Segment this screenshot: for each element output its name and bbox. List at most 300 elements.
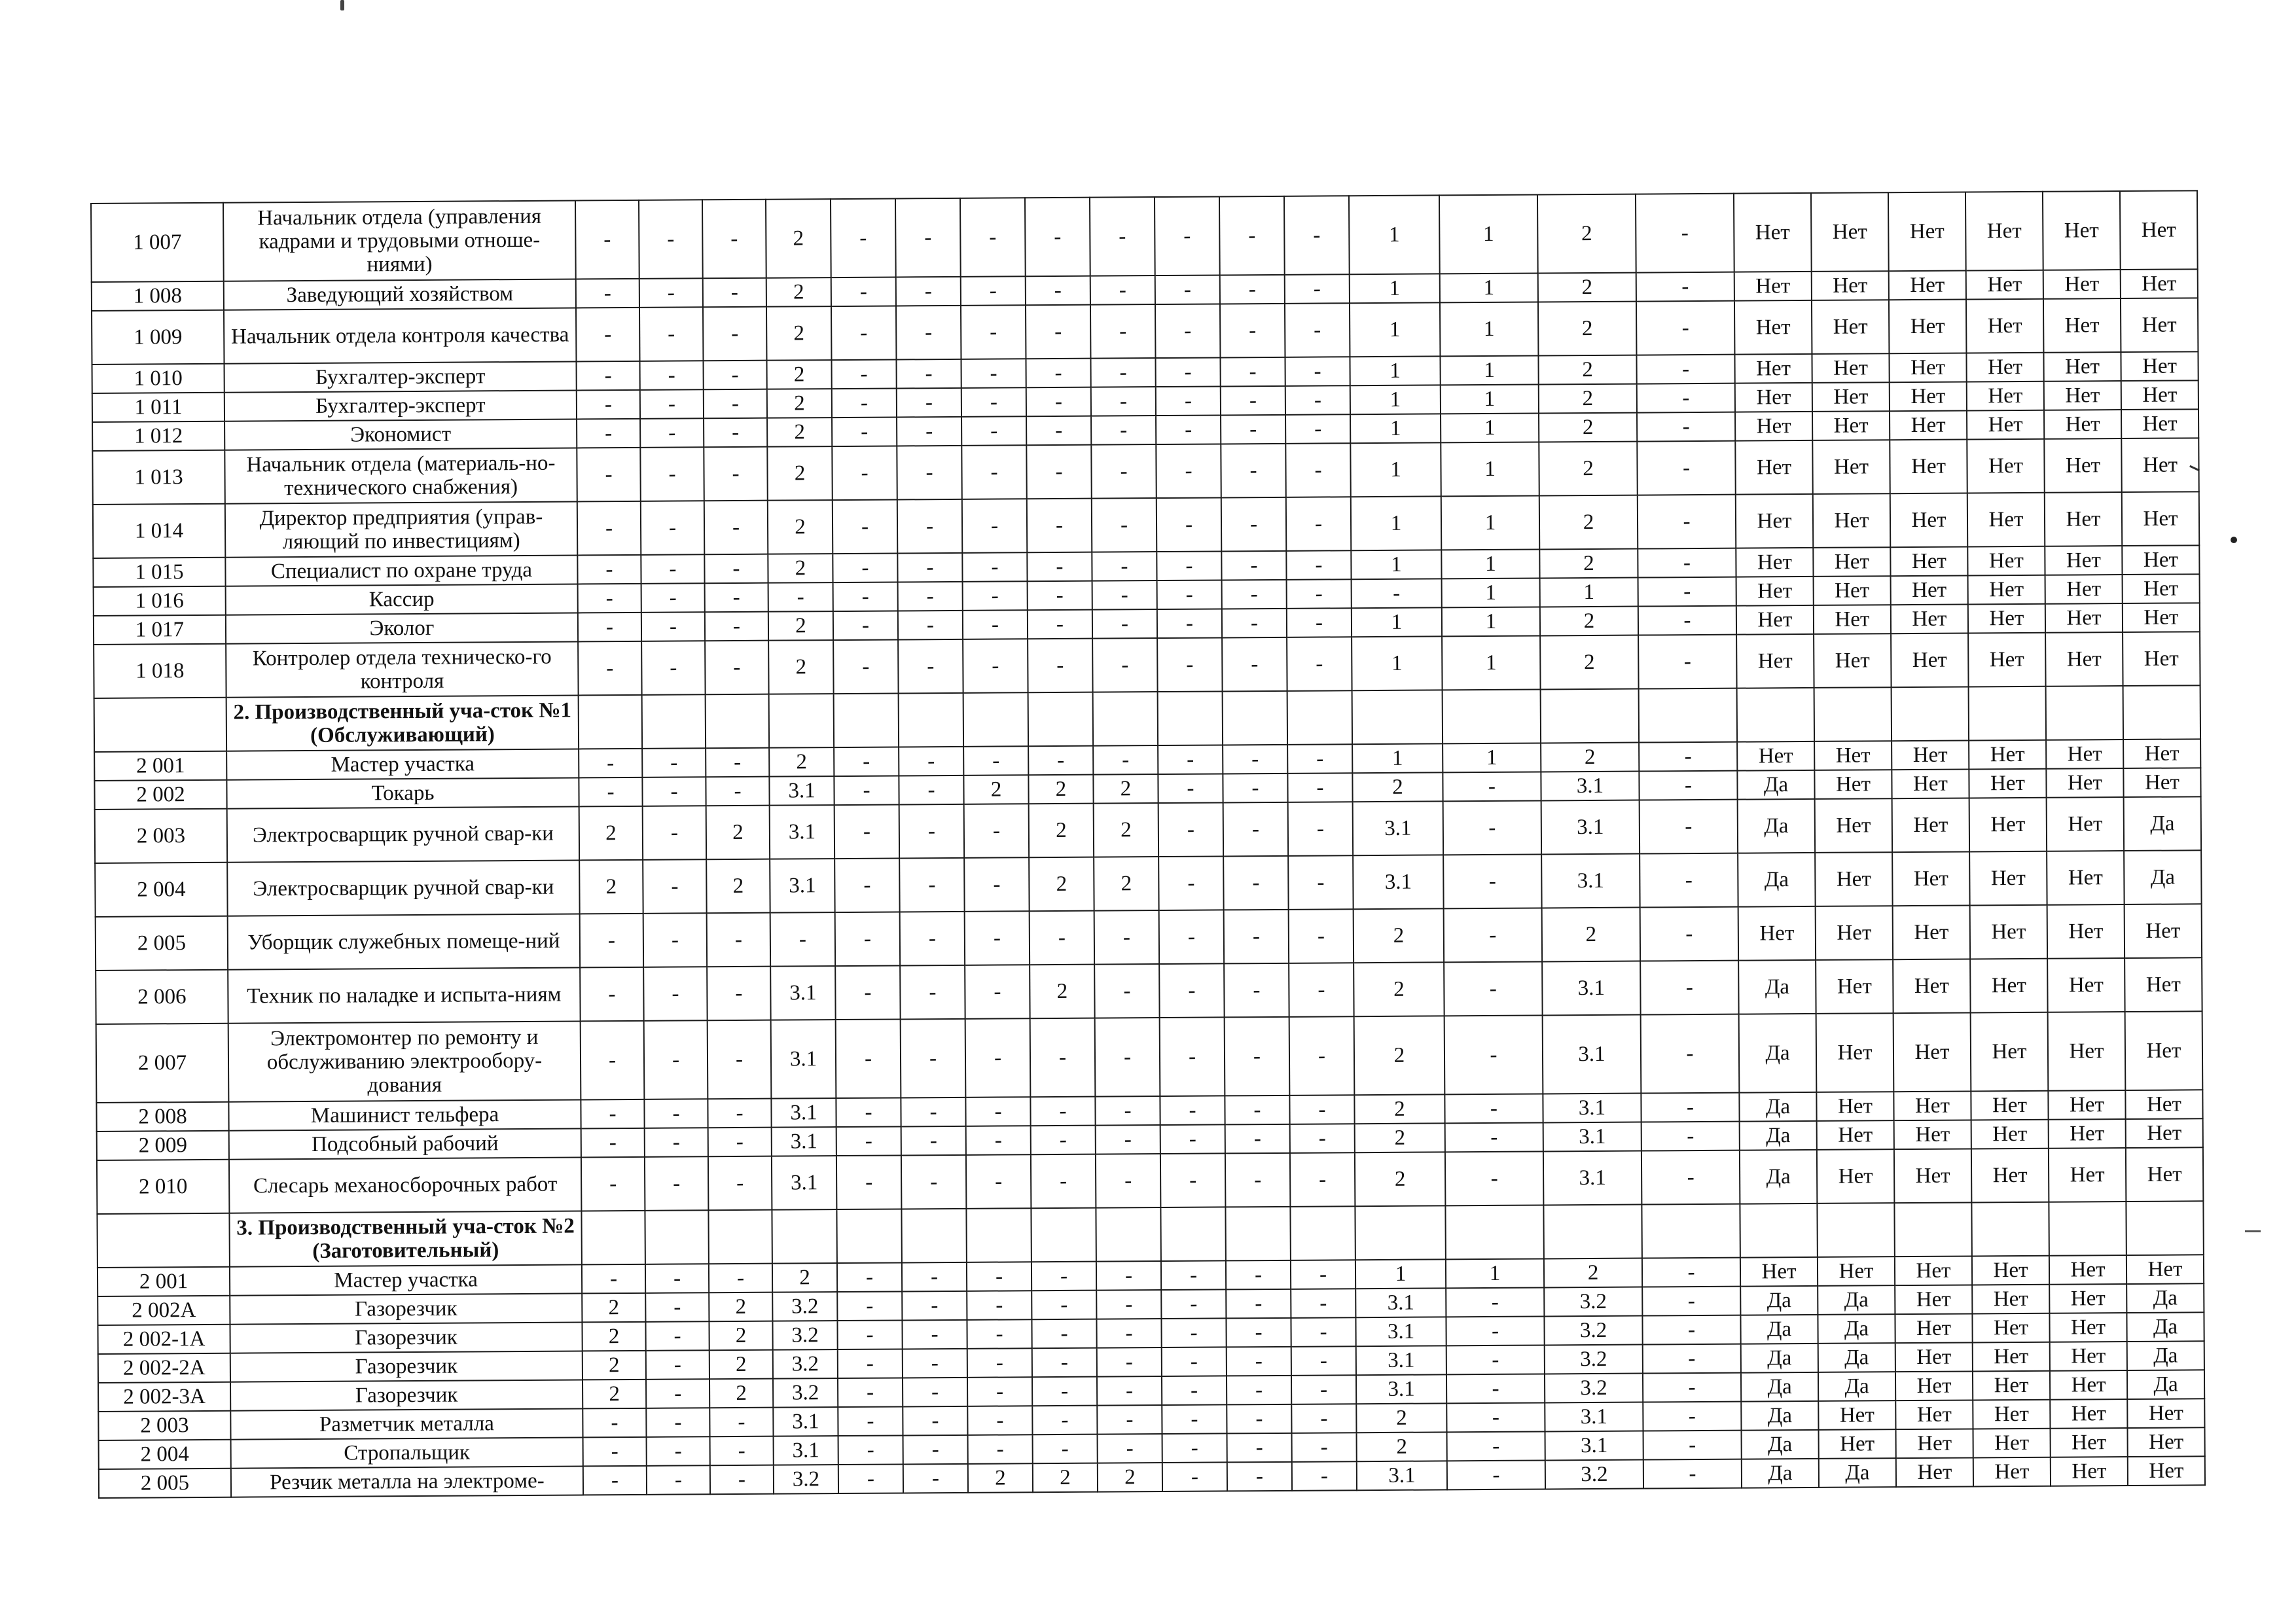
value-cell-15: 2	[1541, 743, 1639, 772]
value-cell-21: Нет	[2043, 270, 2121, 299]
value-cell-5: -	[836, 1097, 901, 1127]
value-cell-12: -	[1291, 1317, 1355, 1347]
value-cell-10	[1160, 1207, 1225, 1261]
value-cell-14: -	[1446, 1316, 1544, 1346]
value-cell-18: Нет	[1816, 1013, 1894, 1092]
value-cell-7: -	[961, 387, 1026, 417]
value-cell-20: Нет	[1965, 192, 2043, 271]
value-cell-16: -	[1636, 272, 1734, 302]
value-cell-2: -	[642, 777, 706, 806]
value-cell-11: -	[1219, 196, 1285, 276]
value-cell-12: -	[1291, 1260, 1355, 1289]
value-cell-15: 2	[1539, 549, 1638, 579]
value-cell-11: -	[1225, 1096, 1289, 1125]
value-cell-11: -	[1225, 1124, 1290, 1154]
value-cell-22: Нет	[2122, 545, 2199, 575]
value-cell-8: -	[1026, 387, 1091, 417]
value-cell-3: -	[708, 1128, 772, 1157]
value-cell-16: -	[1643, 1431, 1742, 1460]
value-cell-10: -	[1160, 1153, 1225, 1207]
value-cell-17: Нет	[1736, 577, 1814, 606]
value-cell-13	[1355, 1205, 1445, 1260]
value-cell-1: -	[579, 777, 642, 807]
section-title-cell: 2. Производственный уча-сток №1 (Обслуживающий)	[226, 695, 579, 751]
value-cell-7: -	[965, 965, 1030, 1019]
value-cell-2: -	[645, 1156, 708, 1211]
value-cell-13: 2	[1354, 1094, 1444, 1124]
value-cell-16: -	[1642, 1315, 1740, 1345]
value-cell-9: -	[1096, 1261, 1161, 1291]
value-cell-4: 2	[768, 500, 833, 554]
value-cell-16: -	[1640, 907, 1738, 961]
position-name-cell: Резчик металла на электроме-	[231, 1466, 583, 1497]
value-cell-13: 1	[1349, 195, 1440, 274]
value-cell-21: Нет	[2049, 1148, 2126, 1202]
value-cell-4: 3.1	[769, 776, 834, 806]
position-name-cell: Стропальщик	[231, 1437, 583, 1468]
value-cell-19: Нет	[1893, 1091, 1971, 1120]
value-cell-9: -	[1097, 1405, 1162, 1435]
value-cell-3	[706, 694, 769, 749]
value-cell-18: Нет	[1814, 576, 1891, 605]
value-cell-13: 1	[1350, 414, 1441, 443]
value-cell-5: -	[833, 553, 897, 582]
value-cell-20: Нет	[1973, 1457, 2051, 1487]
value-cell-14: -	[1447, 1460, 1545, 1489]
value-cell-12: -	[1286, 550, 1351, 580]
value-cell-15: 2	[1540, 635, 1638, 690]
value-cell-21: Нет	[2044, 410, 2121, 439]
value-cell-7: -	[965, 1097, 1030, 1126]
value-cell-6: -	[897, 553, 962, 582]
value-cell-19: Нет	[1895, 1342, 1973, 1372]
position-name-cell: Начальник отдела (материаль-но-технического снабжения)	[224, 448, 577, 503]
value-cell-22: Нет	[2120, 190, 2198, 270]
value-cell-13: 3.1	[1357, 1461, 1447, 1490]
value-cell-19	[1894, 1202, 1971, 1257]
workplace-code-cell: 1 017	[94, 615, 226, 645]
value-cell-10: -	[1161, 1289, 1226, 1319]
value-cell-19: Нет	[1890, 493, 1967, 547]
value-cell-20: Нет	[1966, 299, 2043, 353]
value-cell-14: 1	[1446, 1258, 1544, 1288]
value-cell-13: 3.1	[1356, 1374, 1446, 1404]
value-cell-12: -	[1287, 637, 1352, 691]
value-cell-10: -	[1161, 1318, 1226, 1347]
value-cell-11: -	[1221, 386, 1285, 416]
value-cell-5: -	[838, 1464, 903, 1493]
position-name-cell: Электромонтер по ремонту и обслуживанию электрообору-дования	[228, 1021, 581, 1101]
value-cell-16	[1639, 688, 1737, 743]
value-cell-5: -	[834, 804, 899, 859]
value-cell-12: -	[1287, 579, 1352, 609]
value-cell-9: -	[1094, 910, 1159, 965]
value-cell-21: Нет	[2045, 575, 2123, 604]
value-cell-12: -	[1292, 1433, 1357, 1462]
value-cell-8: 2	[1033, 1463, 1098, 1493]
value-cell-6: -	[895, 198, 961, 277]
value-cell-21: Нет	[2046, 740, 2123, 769]
value-cell-16	[1641, 1204, 1740, 1258]
value-cell-5: -	[835, 965, 900, 1020]
value-cell-16: -	[1636, 194, 1734, 273]
value-cell-19: Нет	[1895, 1285, 1972, 1314]
value-cell-15: 2	[1538, 302, 1636, 356]
value-cell-2: -	[640, 447, 704, 501]
value-cell-17: Нет	[1736, 548, 1813, 577]
value-cell-4: 3.1	[770, 966, 835, 1020]
value-cell-14: 1	[1440, 273, 1538, 302]
value-cell-20: Нет	[1973, 1400, 2050, 1429]
workplace-code-cell: 2 002-3А	[98, 1382, 230, 1412]
value-cell-14: 1	[1441, 549, 1539, 579]
value-cell-3	[708, 1210, 772, 1264]
workplace-code-cell: 2 001	[94, 751, 226, 781]
value-cell-11	[1223, 691, 1287, 745]
value-cell-14: -	[1444, 961, 1542, 1016]
value-cell-6: -	[899, 804, 964, 859]
value-cell-10: -	[1162, 1376, 1227, 1405]
workplace-code-cell: 1 008	[92, 281, 224, 311]
value-cell-20: Нет	[1967, 382, 2044, 411]
value-cell-16: -	[1641, 1014, 1740, 1094]
value-cell-10: -	[1162, 1347, 1227, 1376]
value-cell-7: -	[962, 552, 1027, 582]
value-cell-21: Нет	[2045, 603, 2123, 633]
value-cell-1: -	[583, 1437, 647, 1467]
value-cell-20: Нет	[1968, 604, 2045, 633]
value-cell-8: -	[1030, 911, 1094, 965]
value-cell-1: 2	[582, 1293, 645, 1323]
value-cell-22: Нет	[2123, 574, 2200, 603]
value-cell-8: 2	[1030, 965, 1094, 1019]
value-cell-1: -	[578, 584, 641, 613]
position-name-cell: Эколог	[226, 613, 578, 643]
value-cell-11: -	[1223, 802, 1288, 857]
value-cell-8: -	[1031, 1126, 1096, 1155]
value-cell-22: Нет	[2126, 1118, 2203, 1148]
value-cell-15: 3.1	[1545, 1431, 1643, 1461]
value-cell-10: -	[1156, 415, 1221, 444]
value-cell-14: -	[1443, 854, 1541, 908]
value-cell-11: -	[1224, 910, 1289, 964]
workplace-code-cell: 2 005	[96, 916, 228, 971]
value-cell-19: Нет	[1891, 575, 1968, 605]
value-cell-13: 2	[1354, 1016, 1445, 1095]
value-cell-1: -	[581, 1099, 644, 1129]
value-cell-9: -	[1094, 964, 1159, 1018]
value-cell-11: -	[1221, 444, 1285, 498]
value-cell-19: Нет	[1895, 1256, 1972, 1285]
value-cell-9: -	[1096, 1319, 1161, 1348]
workplace-code-cell: 2 001	[98, 1267, 230, 1296]
value-cell-17: Нет	[1734, 272, 1812, 301]
value-cell-9: -	[1095, 1018, 1160, 1097]
value-cell-17	[1737, 688, 1814, 742]
value-cell-20: Нет	[1967, 439, 2044, 493]
value-cell-21: Нет	[2044, 438, 2121, 493]
value-cell-2: -	[643, 859, 706, 914]
value-cell-6: -	[901, 1019, 966, 1098]
value-cell-9: -	[1096, 1125, 1160, 1154]
value-cell-21: Нет	[2043, 352, 2121, 382]
value-cell-1: -	[577, 448, 640, 502]
value-cell-10: -	[1156, 386, 1221, 416]
value-cell-6: -	[901, 1155, 966, 1209]
value-cell-9: -	[1092, 552, 1157, 581]
value-cell-21: Нет	[2043, 191, 2121, 270]
value-cell-13: 2	[1356, 1403, 1446, 1433]
value-cell-1: -	[575, 200, 639, 279]
value-cell-1: -	[581, 1021, 645, 1100]
value-cell-4: 3.1	[772, 1156, 836, 1210]
value-cell-21: Нет	[2049, 1313, 2126, 1342]
value-cell-13: 3.1	[1356, 1346, 1446, 1375]
value-cell-8: -	[1026, 305, 1090, 359]
value-cell-22: Нет	[2121, 438, 2198, 492]
value-cell-18: Нет	[1819, 1429, 1896, 1459]
value-cell-5: -	[833, 499, 897, 554]
value-cell-9: -	[1090, 304, 1155, 359]
value-cell-14: 1	[1441, 384, 1539, 414]
value-cell-10: -	[1160, 1017, 1225, 1096]
value-cell-22: Да	[2126, 1283, 2204, 1313]
value-cell-1	[579, 695, 642, 749]
value-cell-15: 3.1	[1543, 1151, 1641, 1205]
value-cell-22: Нет	[2121, 269, 2198, 298]
value-cell-17: Нет	[1735, 412, 1812, 441]
value-cell-19	[1892, 687, 1969, 741]
value-cell-8: -	[1031, 1154, 1096, 1209]
value-cell-13: 1	[1352, 607, 1442, 637]
value-cell-1: -	[583, 1408, 646, 1438]
value-cell-2: -	[641, 583, 705, 613]
value-cell-6: -	[899, 858, 964, 912]
value-cell-4: 3.1	[771, 1020, 836, 1099]
position-name-cell: Специалист по охране труда	[225, 555, 577, 586]
value-cell-17: Да	[1739, 1092, 1816, 1122]
value-cell-8: -	[1028, 639, 1092, 693]
value-cell-3: -	[704, 501, 768, 555]
value-cell-7: -	[966, 1126, 1031, 1155]
value-cell-2: -	[641, 612, 705, 641]
value-cell-4: 2	[767, 446, 832, 501]
value-cell-12: -	[1291, 1375, 1356, 1404]
value-cell-19: Нет	[1895, 1313, 1972, 1343]
value-cell-10: -	[1158, 802, 1223, 857]
value-cell-5: -	[831, 359, 896, 389]
value-cell-8: -	[1026, 276, 1090, 306]
value-cell-20: Нет	[1966, 353, 2043, 382]
value-cell-5: -	[834, 776, 899, 805]
value-cell-6: -	[901, 1097, 965, 1127]
position-name-cell: Контролер отдела техническо-го контроля	[226, 641, 578, 697]
value-cell-22: Нет	[2123, 768, 2200, 797]
value-cell-15: 3.2	[1545, 1374, 1643, 1403]
value-cell-16: -	[1642, 1287, 1740, 1316]
value-cell-13: 1	[1350, 274, 1440, 303]
value-cell-16: -	[1640, 853, 1738, 908]
value-cell-13: 3.1	[1353, 801, 1443, 855]
value-cell-17: Да	[1737, 770, 1814, 800]
value-cell-21: Нет	[2049, 1255, 2126, 1285]
value-cell-4: 2	[766, 360, 831, 389]
position-name-cell: Мастер участка	[226, 749, 579, 779]
hazard-assessment-table	[90, 190, 2206, 1499]
value-cell-12: -	[1287, 608, 1352, 637]
value-cell-11: -	[1221, 497, 1286, 552]
value-cell-6: -	[897, 417, 961, 446]
value-cell-11: -	[1226, 1289, 1291, 1319]
workplace-code-cell: 2 002А	[98, 1296, 230, 1325]
value-cell-16: -	[1636, 355, 1734, 384]
value-cell-18: Да	[1818, 1343, 1895, 1372]
value-cell-8: -	[1030, 1097, 1095, 1126]
value-cell-7: -	[965, 911, 1030, 965]
value-cell-2: -	[646, 1379, 709, 1408]
value-cell-14: -	[1446, 1287, 1544, 1317]
value-cell-15: 3.1	[1543, 1122, 1641, 1152]
value-cell-2: -	[646, 1350, 709, 1380]
value-cell-18: Нет	[1814, 633, 1891, 688]
value-cell-16: -	[1641, 1150, 1740, 1205]
value-cell-19: Нет	[1890, 546, 1967, 576]
value-cell-15: 2	[1539, 495, 1638, 550]
value-cell-14: 1	[1440, 355, 1538, 385]
value-cell-21: Нет	[2050, 1428, 2127, 1457]
workplace-code-cell: 2 006	[96, 970, 228, 1024]
value-cell-1: -	[579, 749, 642, 778]
value-cell-2: -	[643, 913, 707, 967]
value-cell-13: 1	[1351, 550, 1441, 579]
value-cell-21: Нет	[2050, 1370, 2127, 1400]
value-cell-11: -	[1220, 304, 1285, 358]
value-cell-10: -	[1157, 637, 1222, 692]
value-cell-8: -	[1027, 499, 1092, 553]
value-cell-6: -	[898, 582, 963, 611]
value-cell-17: Нет	[1734, 354, 1812, 383]
value-cell-18: Нет	[1812, 300, 1889, 354]
value-cell-19: Нет	[1894, 1149, 1971, 1203]
value-cell-14: -	[1447, 1431, 1545, 1461]
value-cell-3: -	[704, 447, 767, 501]
value-cell-21: Нет	[2047, 904, 2125, 959]
value-cell-17: Нет	[1740, 1257, 1818, 1287]
value-cell-9	[1093, 692, 1158, 746]
value-cell-22: Нет	[2121, 380, 2198, 410]
workplace-code-cell: 2 004	[95, 863, 227, 917]
value-cell-7: -	[967, 1348, 1032, 1378]
value-cell-3: -	[706, 777, 769, 806]
value-cell-11: -	[1224, 963, 1289, 1018]
value-cell-9: -	[1098, 1434, 1162, 1463]
value-cell-3: -	[703, 278, 766, 308]
scan-speck	[2245, 1230, 2261, 1232]
value-cell-5: -	[838, 1406, 903, 1436]
value-cell-13: 2	[1357, 1432, 1447, 1461]
value-cell-7: -	[962, 499, 1027, 553]
value-cell-6: -	[899, 776, 963, 805]
value-cell-2: -	[641, 501, 704, 555]
value-cell-8: -	[1026, 416, 1091, 446]
value-cell-4: 2	[768, 554, 833, 583]
value-cell-22: Нет	[2123, 603, 2200, 632]
value-cell-3: -	[709, 1264, 772, 1293]
value-cell-16: -	[1638, 635, 1736, 689]
value-cell-6: -	[896, 306, 961, 360]
value-cell-6: -	[903, 1464, 968, 1493]
value-cell-14: 1	[1441, 442, 1539, 496]
value-cell-18: Нет	[1818, 1400, 1895, 1430]
value-cell-12: -	[1288, 802, 1353, 856]
value-cell-11: -	[1225, 1153, 1290, 1207]
value-cell-7: -	[967, 1406, 1032, 1435]
value-cell-7: -	[964, 857, 1029, 912]
value-cell-20: Нет	[1969, 851, 2047, 906]
value-cell-15: 2	[1544, 1258, 1642, 1288]
value-cell-7	[963, 692, 1028, 747]
value-cell-21: Нет	[2045, 546, 2122, 575]
value-cell-16: -	[1643, 1344, 1741, 1374]
value-cell-4: 2	[768, 640, 833, 694]
value-cell-7: -	[963, 746, 1028, 776]
workplace-code-cell: 2 003	[95, 809, 227, 863]
value-cell-2: -	[645, 1293, 709, 1322]
value-cell-12: -	[1285, 357, 1350, 386]
value-cell-1: -	[581, 1128, 645, 1158]
value-cell-18: Нет	[1817, 1120, 1894, 1150]
value-cell-4: 3.2	[773, 1378, 838, 1408]
value-cell-10: -	[1155, 304, 1220, 358]
value-cell-15: 3.2	[1545, 1345, 1643, 1374]
value-cell-5: -	[837, 1320, 902, 1349]
value-cell-13: 3.1	[1353, 855, 1443, 909]
workplace-code-cell: 2 002-1А	[98, 1325, 230, 1354]
value-cell-2: -	[643, 806, 706, 860]
table-row	[91, 190, 2198, 282]
value-cell-8: -	[1028, 746, 1093, 776]
workplace-code-cell: 1 011	[92, 393, 224, 422]
value-cell-2: -	[641, 554, 704, 584]
value-cell-5: -	[831, 198, 896, 277]
position-name-cell: Начальник отдела контроля качества	[224, 308, 576, 363]
workplace-code-cell: 2 010	[97, 1160, 229, 1214]
value-cell-5: -	[838, 1349, 903, 1378]
value-cell-7: -	[968, 1435, 1033, 1464]
value-cell-8: -	[1031, 1319, 1096, 1349]
value-cell-13: 1	[1352, 743, 1443, 773]
value-cell-19: Нет	[1888, 192, 1966, 271]
value-cell-11: -	[1221, 415, 1285, 444]
value-cell-19: Нет	[1892, 798, 1969, 852]
value-cell-4: -	[768, 582, 833, 612]
value-cell-10: -	[1158, 774, 1223, 803]
value-cell-12	[1287, 690, 1352, 745]
value-cell-10: -	[1158, 856, 1223, 910]
value-cell-13: 1	[1350, 385, 1441, 414]
value-cell-13: 2	[1354, 908, 1444, 963]
value-cell-2: -	[647, 1436, 710, 1466]
value-cell-9: 2	[1094, 803, 1158, 857]
value-cell-11: -	[1222, 637, 1287, 692]
value-cell-20: Нет	[1969, 769, 2046, 798]
value-cell-21: Нет	[2049, 1284, 2126, 1313]
value-cell-10: -	[1162, 1462, 1227, 1491]
position-name-cell: Машинист тельфера	[228, 1099, 581, 1130]
value-cell-5: -	[832, 388, 897, 418]
value-cell-6: -	[902, 1262, 967, 1292]
value-cell-16: -	[1639, 742, 1737, 772]
